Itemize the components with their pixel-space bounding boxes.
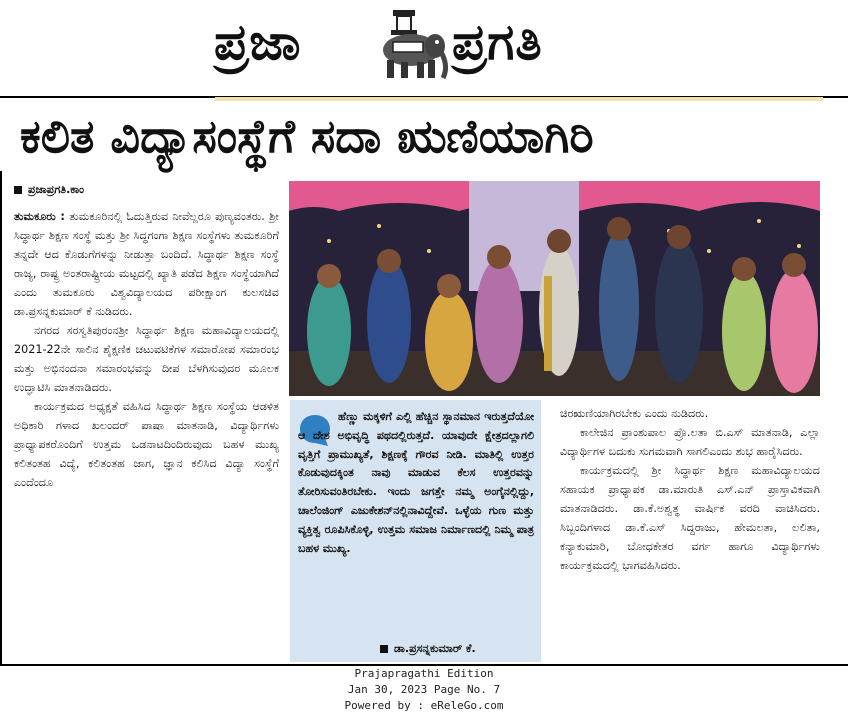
elephant-emblem-icon	[373, 8, 451, 82]
masthead-title-left: ಪ್ರಜಾ	[214, 13, 302, 71]
headline: ಕಲಿತ ವಿದ್ಯಾಸಂಸ್ಥೆಗೆ ಸದಾ ಋಣಿಯಾಗಿರಿ	[20, 109, 594, 163]
paragraph: ಕಾರ್ಯಕ್ರಮದ ಅಧ್ಯಕ್ಷತೆ ವಹಿಸಿದ ಸಿದ್ಧಾರ್ಥ ಶಿಕ್ಷಣ ಸಂಸ್ಥೆಯ ಆಡಳಿತ ಅಧಿಕಾರಿ ಗಳಾದ ಖಲಂದರ್ ಪಾಷಾ ಮಾತನಾಡಿ, ವಿದ್ಯಾರ್ಥಿಗಳು ಪ್ರಾಧ್ಯಾಪಕರೊಂದಿಗೆ ಉತ್ತಮ ಒಡನಾಟದಿಂದಿರುವುದು ಬಹಳ ಮುಖ್ಯ ಕಲಿತಂತಹ ವಿದ್ಯೆ, ಕಲಿತಂತಹ ಜಾಗ, ಜ್ಞಾನ ಕಲಿಸಿದ ವಿದ್ಯಾ ಸಂಸ್ಥೆಗೆ ಎಂದೆಂದೂ	[14, 400, 279, 489]
left-column	[14, 207, 279, 492]
paragraph: ಚಿರಋಣಿಯಾಗಿರಬೇಕು ಎಂದು ನುಡಿದರು.	[560, 407, 709, 420]
quote-author-name: ಡಾ.ಪ್ರಸನ್ನಕುಮಾರ್ ಕೆ.	[394, 642, 476, 655]
event-photo	[289, 181, 820, 396]
event-photo-illustration	[289, 181, 820, 396]
paragraph-text: ತುಮಕೂರಿನಲ್ಲಿ ಓದುತ್ತಿರುವ ನೀವೆಲ್ಲರೂ ಪುಣ್ಯವಂತರು. ಶ್ರೀ ಸಿದ್ಧಾರ್ಥ ಶಿಕ್ಷಣ ಸಂಸ್ಥೆ ಮತ್ತು ಶ್ರೀ ಸಿದ್ಧಗಂಗಾ ಶಿಕ್ಷಣ ಸಂಸ್ಥೆಗಳು ತುಮಕೂರಿಗೆ ತನ್ನದೇ ಆದ ಕೊಡುಗೆಗಳನ್ನು ನೀಡುತ್ತಾ ಬಂದಿದೆ. ಸಿದ್ಧಾರ್ಥ ಶಿಕ್ಷಣ ಸಂಸ್ಥೆ ರಾಜ್ಯ, ರಾಷ್ಟ್ರ ಅಂತರಾಷ್ಟ್ರೀಯ ಮಟ್ಟದಲ್ಲಿ ಖ್ಯಾತಿ ಪಡೆದ ಶಿಕ್ಷಣ ಸಂಸ್ಥೆಯಾಗಿದೆ ಎಂದು ತುಮಕೂರು ವಿಶ್ವವಿದ್ಯಾಲಯದ ಪರೀಕ್ಷಾಂಗ ಕುಲಸಚಿವ ಡಾ.ಪ್ರಸನ್ನಕುಮಾರ್ ಕೆ ನುಡಿದರು.	[14, 210, 279, 318]
footer-edition: Prajapragathi Edition	[354, 667, 494, 680]
bullet-square-icon	[380, 645, 388, 653]
dateline-place: ತುಮಕೂರು :	[14, 210, 65, 223]
masthead-title-right: ಪ್ರಗತಿ	[452, 13, 543, 71]
bullet-square-icon	[14, 186, 22, 194]
article-frame-left	[0, 171, 2, 665]
masthead	[0, 0, 848, 97]
quote-body: ಹೆಣ್ಣು ಮಕ್ಕಳಿಗೆ ಎಲ್ಲಿ ಹೆಚ್ಚಿನ ಸ್ಥಾನಮಾನ ಇರುತ್ತದೆಯೋ ಆ ದೇಶ ಅಭಿವೃದ್ಧಿ ಪಥದಲ್ಲಿರುತ್ತದೆ. ಯಾವುದೇ ಕ್ಷೇತ್ರದಲ್ಲಾಗಲಿ ವೃತ್ತಿಗೆ ಪ್ರಾಮುಖ್ಯತೆ, ಶಿಕ್ಷಣಕ್ಕೆ ಗೌರವ ನೀಡಿ. ಮಾತಿಲ್ಲಿ ಉತ್ತರ ಕೊಡುವುದಕ್ಕಿಂತ ನಾವು ಮಾಡುವ ಕೆಲಸ ಉತ್ತರವನ್ನು ತೋರಿಸುವಂತಿರಬೇಕು. ಇಂದು ಜಗತ್ತೇ ನಮ್ಮ ಅಂಗೈನಲ್ಲಿದ್ದು, ಚಾಲೆಂಜಿಂಗ್ ಎಜುಕೇಶನ್‌ನಲ್ಲಿನಾವಿದ್ದೇವೆ. ಒಳ್ಳೆಯ ಗುಣ ಮತ್ತು ವ್ಯಕ್ತಿತ್ವ ರೂಪಿಸಿಕೊಳ್ಳಿ, ಉತ್ತಮ ಸಮಾಜ ನಿರ್ಮಾಣದಲ್ಲಿ ನಿಮ್ಮ ಪಾತ್ರ ಬಹಳ ಮುಖ್ಯ.	[298, 410, 534, 555]
footer-powered-by[interactable]: Powered by : eReleGo.com	[344, 699, 504, 712]
paragraph: ನಗರದ ಸರಸ್ವತಿಪುರಂನಶ್ರೀ ಸಿದ್ಧಾರ್ಥ ಶಿಕ್ಷಣ ಮಹಾವಿದ್ಯಾಲಯದಲ್ಲಿ 2021-22ನೇ ಸಾಲಿನ ಶೈಕ್ಷಣಿಕ ಚಟುವಟಿಕೆಗಳ ಸಮಾರೋಪ ಸಮಾರಂಭ ಮತ್ತು ಅಭಿನಂದನಾ ಸಮಾರಂಭವನ್ನು ದೀಪ ಬೆಳಗಿಸುವುದರ ಮೂಲಕ ಉದ್ಘಾಟಿಸಿ ಮಾತನಾಡಿದರು.	[14, 324, 279, 394]
accent-rule	[215, 97, 823, 101]
footer-date-page: Jan 30, 2023 Page No. 7	[347, 683, 501, 696]
paragraph	[14, 207, 279, 321]
byline	[14, 183, 84, 197]
byline-text: ಪ್ರಜಾಪ್ರಗತಿ.ಕಾಂ	[28, 183, 85, 196]
paragraph: ಕಾಲೇಜಿನ ಪ್ರಾಂಶುಪಾಲ ಪ್ರೊ.ಲತಾ ಬಿ.ಎಸ್ ಮಾತನಾಡಿ, ಎಲ್ಲಾ ವಿದ್ಯಾರ್ಥಿಗಳ ಬದುಕು ಸುಗಮವಾಗಿ ಸಾಗಲಿಎಂದು ಶುಭ ಹಾರೈಸಿದರು.	[560, 426, 820, 458]
quote-author	[380, 642, 476, 656]
edition-footer	[0, 666, 848, 714]
paragraph: ಕಾರ್ಯಕ್ರಮದಲ್ಲಿ ಶ್ರೀ ಸಿದ್ಧಾರ್ಥ ಶಿಕ್ಷಣ ಮಹಾವಿದ್ಯಾಲಯದ ಸಹಾಯಕ ಪ್ರಾಧ್ಯಾಪಕ ಡಾ.ಮಾರುತಿ ಎಸ್.ಎನ್ ಪ್ರಾಸ್ತಾವಿಕವಾಗಿ ಮಾತನಾಡಿದರು. ಡಾ.ಕೆ.ಅಶ್ವತ್ಥ ವಾರ್ಷಿಕ ವರದಿ ವಾಚಿಸಿದರು. ಸಿಬ್ಬಂದಿಗಳಾದ ಡಾ.ಕೆ.ಎಸ್ ಸಿದ್ದರಾಜು, ಹೇಮಲತಾ, ಲಲಿತಾ, ಕನ್ಯಾಕುಮಾರಿ, ಬೋಧಕೇತರ ವರ್ಗ ಹಾಗೂ ವಿದ್ಯಾರ್ಥಿಗಳು ಕಾರ್ಯಕ್ರಮದಲ್ಲಿ ಭಾಗವಹಿಸಿದರು.	[560, 464, 820, 572]
right-column	[560, 404, 820, 575]
quote-text	[298, 408, 534, 558]
